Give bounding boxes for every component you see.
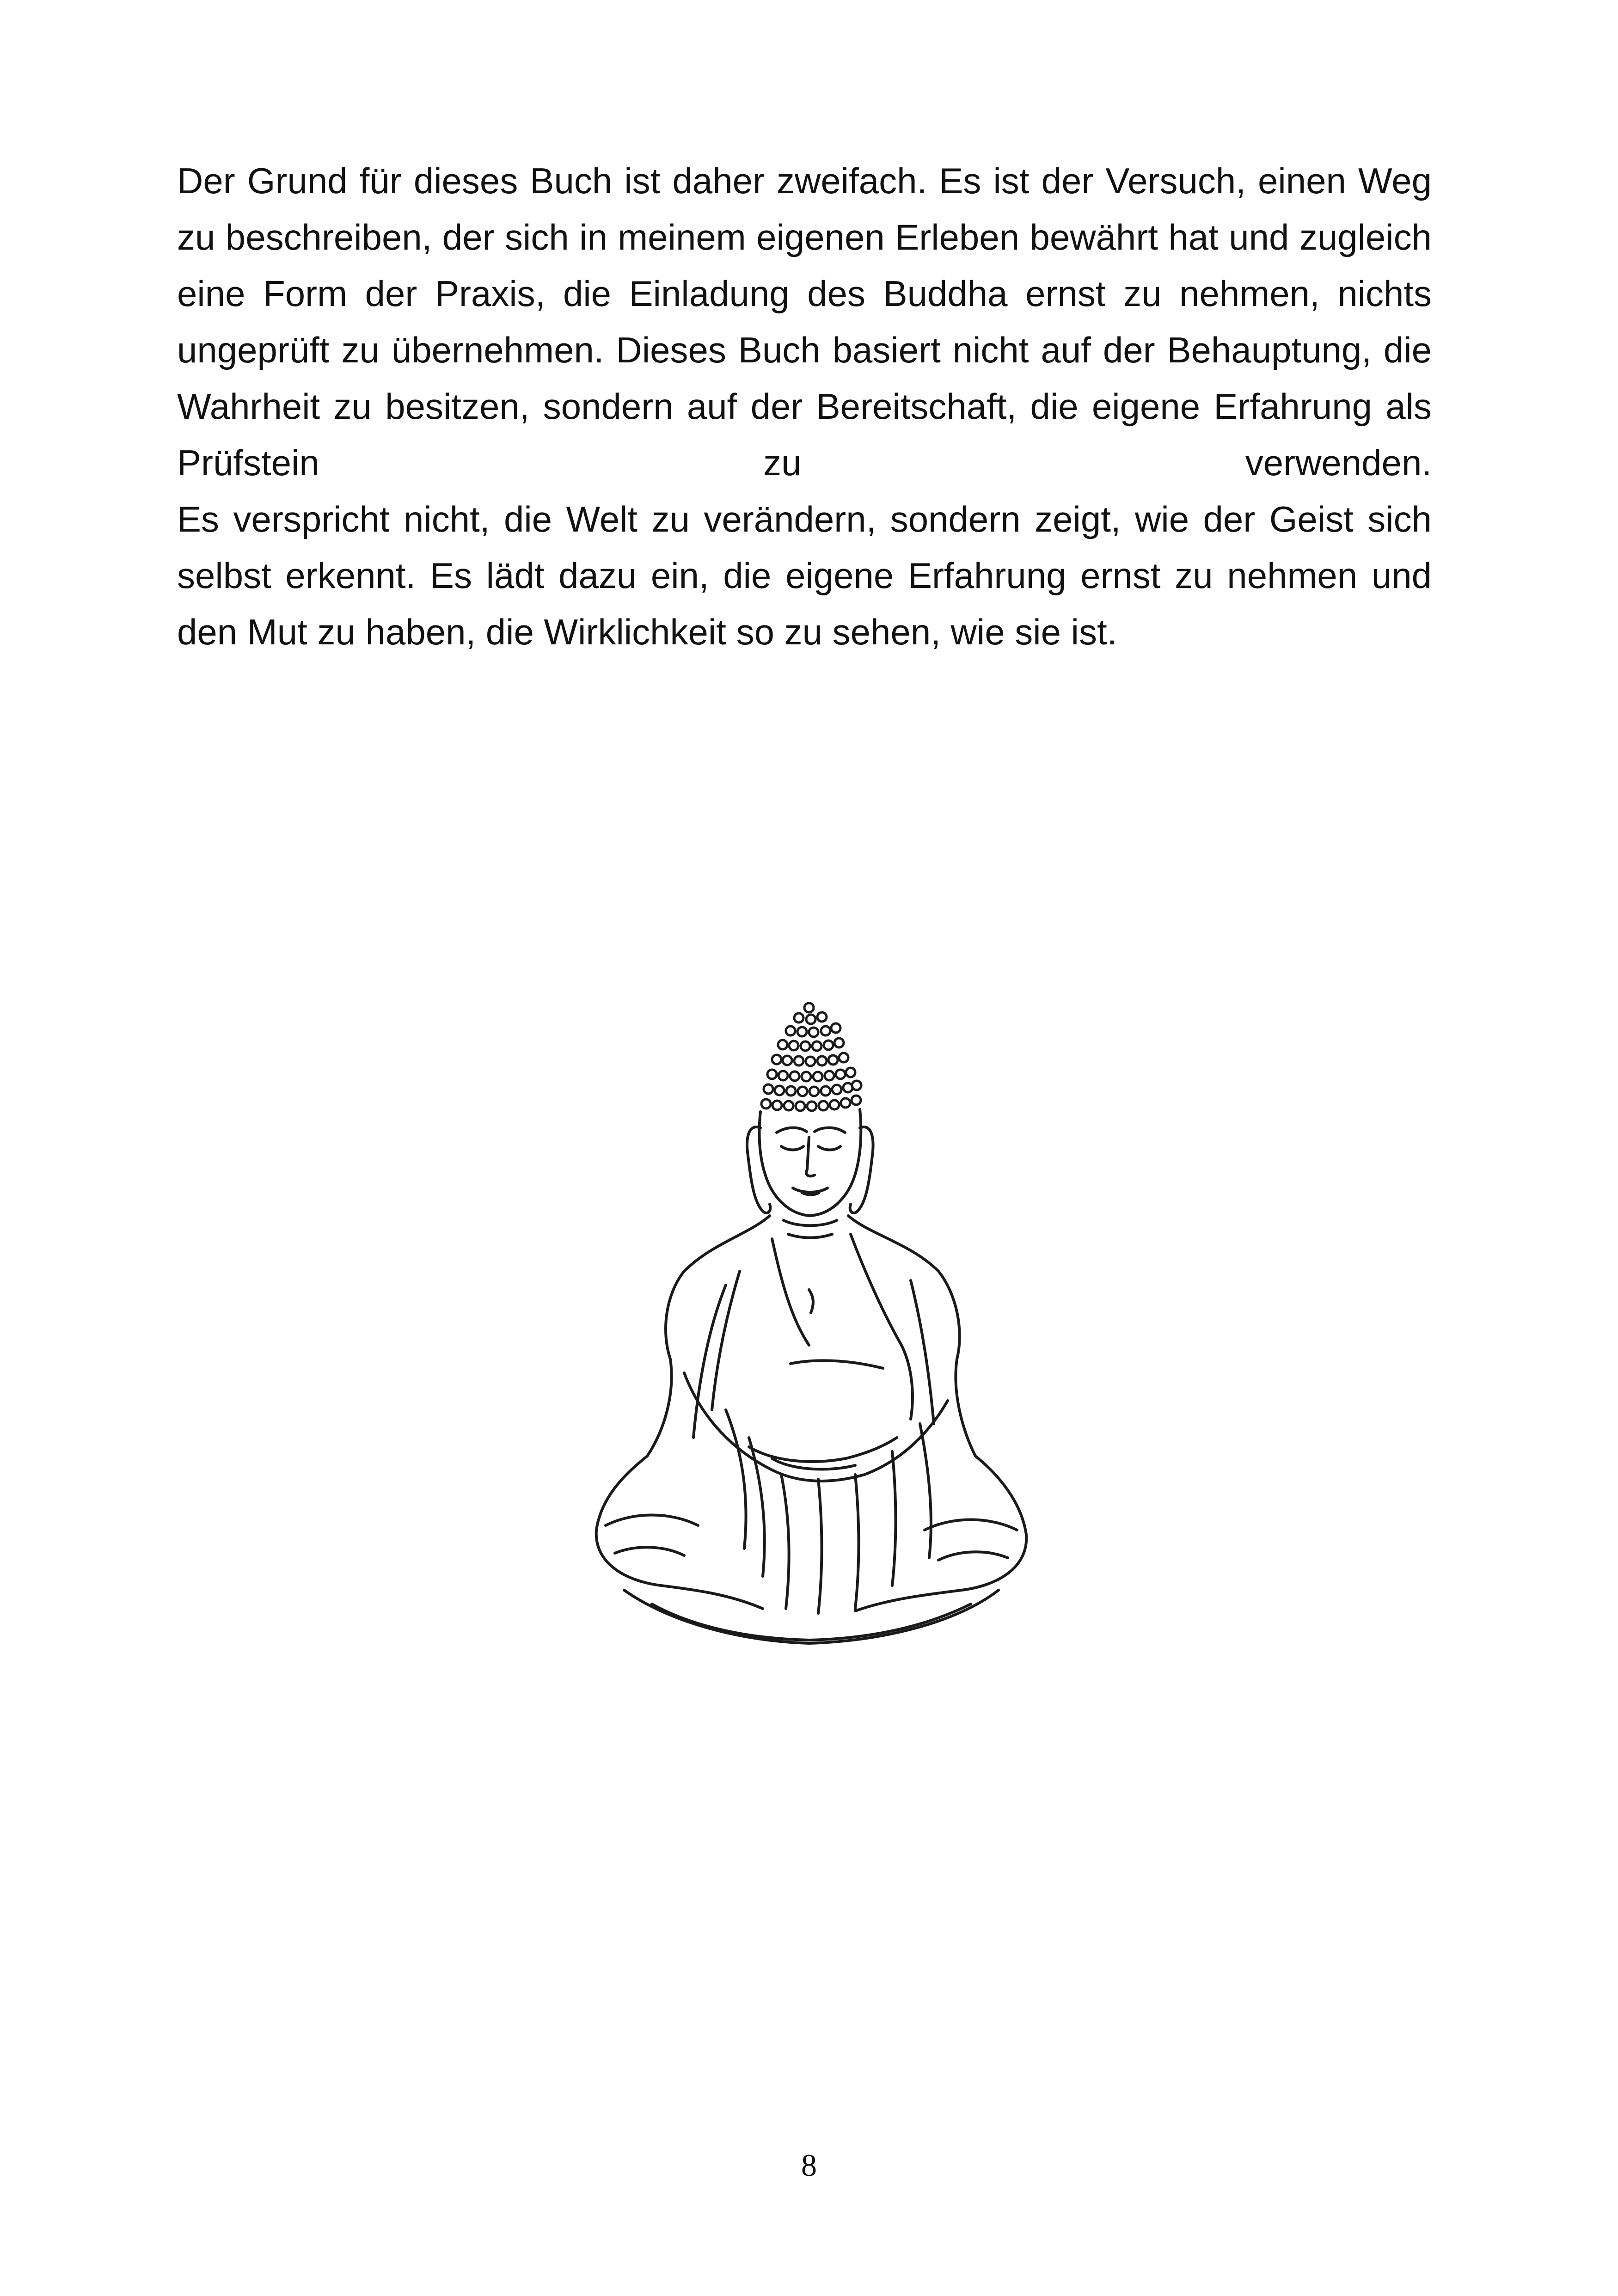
body-text — [177, 153, 1432, 660]
paragraph-2: Es verspricht nicht, die Welt zu verändern, sondern zeigt, wie der Geist sich selbst erkennt. Es lädt dazu ein, die eigene Erfahrung ernst zu nehmen und den Mut zu haben, die Wirklichkeit so zu sehen, wie sie ist. — [177, 499, 1432, 652]
page-number: 8 — [801, 2148, 817, 2183]
paragraph-1: Der Grund für dieses Buch ist daher zweifach. Es ist der Versuch, einen Weg zu beschreiben, der sich in meinem eigenen Erleben bewährt hat und zugleich eine Form der Praxis, die Einladung des Buddha ernst zu nehmen, nichts ungeprüft zu übernehmen. Dieses Buch basiert nicht auf der Behauptung, die Wahrheit zu besitzen, sondern auf der Bereitschaft, die eigene Erfahrung als Prüfstein zu verwenden. — [177, 160, 1432, 483]
hair-curls-icon — [761, 1003, 861, 1111]
seated-buddha-drawing-icon — [532, 994, 1086, 1789]
